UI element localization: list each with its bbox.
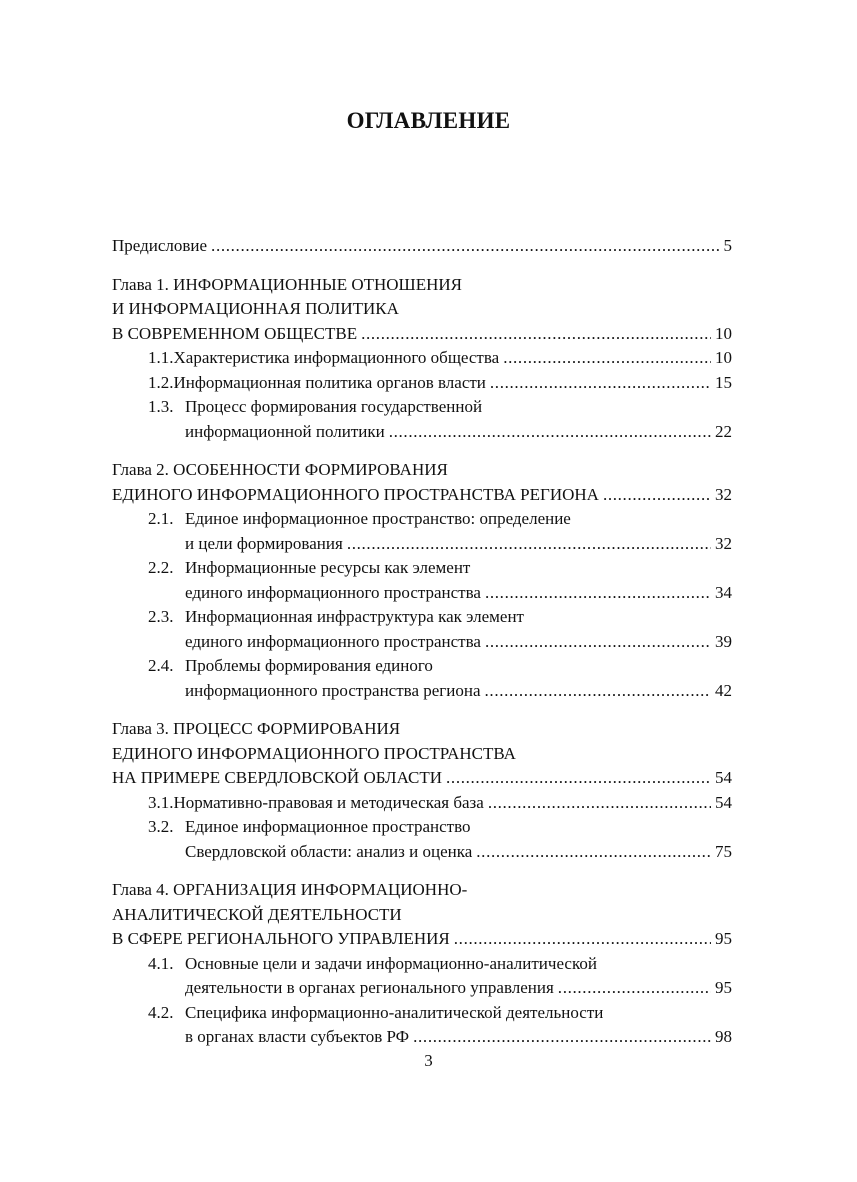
toc-page-number: 75	[715, 841, 732, 861]
section-title-cont: и цели формирования	[185, 533, 343, 553]
section-title: Характеристика информационного общества	[173, 348, 500, 367]
toc-line	[112, 976, 732, 1001]
toc-line	[112, 532, 732, 557]
section-title: Информационные ресурсы как элемент	[185, 558, 471, 577]
toc-line	[112, 234, 732, 259]
section-title: Единое информационное пространство	[185, 817, 471, 836]
section-number: 2.3.	[148, 607, 174, 626]
toc-section-2-4	[112, 654, 732, 679]
toc-chapter-1	[112, 273, 732, 445]
toc-page-number: 39	[715, 631, 732, 651]
table-of-contents	[112, 234, 732, 1064]
toc-chapter-2	[112, 458, 732, 703]
dot-leader	[488, 791, 711, 816]
toc-preface	[112, 234, 732, 259]
dot-leader	[413, 1025, 711, 1050]
toc-section-2-1	[112, 507, 732, 532]
toc-page-number: 10	[715, 348, 732, 367]
toc-section-2-2	[112, 556, 732, 581]
toc-page-number: 5	[723, 236, 732, 255]
toc-section-1-3	[112, 395, 732, 420]
chapter-title-line: ЕДИНОГО ИНФОРМАЦИОННОГО ПРОСТРАНСТВА	[112, 743, 516, 763]
section-number: 2.1.	[148, 509, 174, 528]
chapter-title-line: Глава 1. ИНФОРМАЦИОННЫЕ ОТНОШЕНИЯ	[112, 274, 462, 294]
toc-page-number: 54	[715, 768, 732, 787]
section-title: Основные цели и задачи информационно-аналитической	[185, 953, 597, 973]
toc-line	[112, 630, 732, 655]
section-number: 1.1.	[148, 348, 174, 367]
toc-entry-title: Предисловие	[112, 236, 208, 255]
toc-line	[112, 840, 732, 865]
toc-line	[112, 766, 732, 791]
toc-line	[112, 742, 732, 767]
page-number: 3	[424, 1051, 433, 1070]
toc-section-4-1	[112, 952, 732, 977]
chapter-title-line: Глава 2. ОСОБЕННОСТИ ФОРМИРОВАНИЯ	[112, 460, 448, 479]
section-number: 2.2.	[148, 558, 174, 577]
toc-line	[112, 273, 732, 298]
chapter-title-line: В СОВРЕМЕННОМ ОБЩЕСТВЕ	[112, 323, 358, 343]
dot-leader	[347, 532, 711, 557]
dot-leader	[476, 840, 711, 865]
toc-page-number: 95	[715, 978, 732, 997]
dot-leader	[446, 766, 711, 791]
toc-page-number: 95	[715, 929, 732, 948]
dot-leader	[361, 322, 711, 347]
chapter-title-line: В СФЕРЕ РЕГИОНАЛЬНОГО УПРАВЛЕНИЯ	[112, 929, 450, 948]
section-number: 3.2.	[148, 817, 174, 836]
toc-section-1-2	[112, 371, 732, 396]
page-title: ОГЛАВЛЕНИЕ	[346, 108, 511, 133]
toc-line	[112, 458, 732, 483]
dot-leader	[485, 581, 711, 606]
toc-section-3-1	[112, 791, 732, 816]
section-title: Нормативно-правовая и методическая база	[173, 792, 484, 812]
chapter-title-line: АНАЛИТИЧЕСКОЙ ДЕЯТЕЛЬНОСТИ	[112, 904, 402, 924]
toc-line	[112, 483, 732, 508]
section-number: 1.3.	[148, 397, 174, 416]
toc-line	[112, 679, 732, 704]
toc-page-number: 98	[715, 1027, 732, 1046]
toc-chapter-3	[112, 717, 732, 864]
section-title-cont: Свердловской области: анализ и оценка	[185, 841, 473, 861]
section-number: 3.1.	[148, 792, 174, 812]
toc-chapter-4	[112, 878, 732, 1050]
dot-leader	[490, 371, 711, 396]
toc-page-number: 42	[715, 680, 732, 700]
section-title-cont: информационного пространства региона	[185, 680, 481, 700]
section-title: Информационная политика органов власти	[173, 372, 486, 392]
chapter-title-line: Глава 4. ОРГАНИЗАЦИЯ ИНФОРМАЦИОННО-	[112, 880, 468, 899]
section-title: Информационная инфраструктура как элемент	[185, 607, 524, 626]
dot-leader	[503, 346, 711, 371]
dot-leader	[558, 976, 711, 1001]
section-number: 1.2.	[148, 372, 174, 392]
section-title: Единое информационное пространство: определение	[185, 509, 571, 528]
section-number: 2.4.	[148, 656, 174, 675]
toc-line	[112, 322, 732, 347]
toc-section-3-2	[112, 815, 732, 840]
toc-line	[112, 297, 732, 322]
dot-leader	[211, 234, 719, 259]
toc-line	[112, 878, 732, 903]
section-number: 4.1.	[148, 953, 174, 973]
section-title-cont: единого информационного пространства	[185, 582, 481, 602]
dot-leader	[603, 483, 711, 508]
section-title-cont: в органах власти субъектов РФ	[185, 1027, 410, 1046]
toc-line	[112, 903, 732, 928]
chapter-title-line: Глава 3. ПРОЦЕСС ФОРМИРОВАНИЯ	[112, 719, 401, 738]
toc-page-number: 22	[715, 421, 732, 441]
toc-line	[112, 1025, 732, 1050]
section-title: Проблемы формирования единого	[185, 656, 433, 675]
toc-page-number: 54	[715, 792, 732, 812]
dot-leader	[485, 630, 711, 655]
toc-line	[112, 717, 732, 742]
section-title-cont: информационной политики	[185, 421, 385, 441]
toc-page-number: 15	[715, 372, 732, 392]
toc-section-4-2	[112, 1001, 732, 1026]
dot-leader	[454, 927, 711, 952]
section-title-cont: единого информационного пространства	[185, 631, 481, 651]
dot-leader	[485, 679, 711, 704]
toc-page-number: 34	[715, 582, 732, 602]
chapter-title-line: НА ПРИМЕРЕ СВЕРДЛОВСКОЙ ОБЛАСТИ	[112, 768, 443, 787]
toc-line	[112, 420, 732, 445]
toc-line	[112, 581, 732, 606]
toc-section-1-1	[112, 346, 732, 371]
toc-line	[112, 927, 732, 952]
section-title: Специфика информационно-аналитической деятельности	[185, 1002, 604, 1022]
toc-page-number: 10	[715, 323, 732, 343]
section-number: 4.2.	[148, 1002, 174, 1022]
toc-page-number: 32	[715, 533, 732, 553]
section-title-cont: деятельности в органах регионального управления	[185, 978, 554, 997]
toc-section-2-3	[112, 605, 732, 630]
toc-page-number: 32	[715, 484, 732, 504]
chapter-title-line: ЕДИНОГО ИНФОРМАЦИОННОГО ПРОСТРАНСТВА РЕГИОНА	[112, 484, 599, 504]
dot-leader	[389, 420, 711, 445]
chapter-title-line: И ИНФОРМАЦИОННАЯ ПОЛИТИКА	[112, 299, 399, 318]
section-title: Процесс формирования государственной	[185, 397, 483, 416]
